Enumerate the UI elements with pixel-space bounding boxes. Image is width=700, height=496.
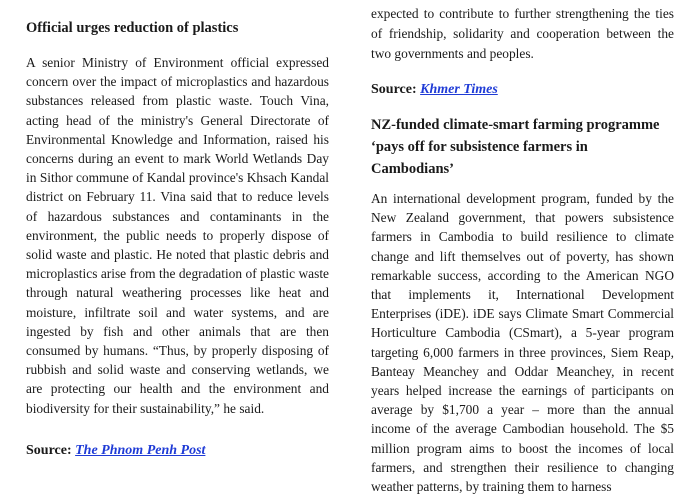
- article-body-nz-farming: An international development program, funded by the New Zealand government, that powers subsistence farmers in Cambodia to build resilience to climate change and lift themselves out of poverty, has shown remarkable success, according to the American NGO that implements it, International Development Enterprises (iDE). iDE says Climate Smart Commercial Horticulture Cambodia (CSmart), a 5-year program targeting 6,000 farmers in three provinces, Siem Reap, Banteay Meanchey and Oddar Meanchey, in recent years helped increase the earnings of participants on average by $1,700 a year – more than the annual income of the average Cambodian household. The $5 million program aims to boost the incomes of local farmers, and strengthen their resilience to changing weather patterns, by training them to harness: [371, 191, 674, 495]
- right-column: [371, 0, 674, 496]
- source-line-phnom-penh: [26, 441, 329, 461]
- article-body-plastics: A senior Ministry of Environment official expressed concern over the impact of microplastics and hazardous substances released from plastic waste. Touch Vina, acting head of the ministry's General Directorate of Environmental Knowledge and Information, raised his concerns during an event to mark World Wetlands Day in Sithor commune of Kandal province's Khsach Kandal district on February 11. Vina said that to reduce levels of hazardous substances and contaminants in the environment, the public needs to properly dispose of solid waste and plastic. He noted that plastic debris and microplastics arise from the degradation of plastic waste through natural weathering processes like heat and moisture, infiltrate soil and water systems, and are ingested by fish and other animals that are then consumed by humans. “Thus, by properly disposing of rubbish and solid waste and conserving wetlands, we are protecting our health and the environment and biodiversity for their sustainability,” he said.: [26, 55, 329, 416]
- left-column: [26, 0, 329, 461]
- article-heading-plastics: Official urges reduction of plastics: [26, 20, 239, 36]
- source-label: Source:: [371, 82, 417, 97]
- continued-article-text: expected to contribute to further strengthening the ties of friendship, solidarity and cooperation between the two governments and peoples.: [371, 6, 674, 61]
- article-heading-nz-farming: NZ-funded climate-smart farming programme ‘pays off for subsistence farmers in Cambodians’: [371, 117, 660, 177]
- source-label: Source:: [26, 442, 72, 458]
- source-link-khmer-times[interactable]: Khmer Times: [420, 82, 498, 97]
- source-link-phnom-penh-post[interactable]: The Phnom Penh Post: [75, 442, 206, 458]
- source-line-khmer-times: [371, 80, 674, 100]
